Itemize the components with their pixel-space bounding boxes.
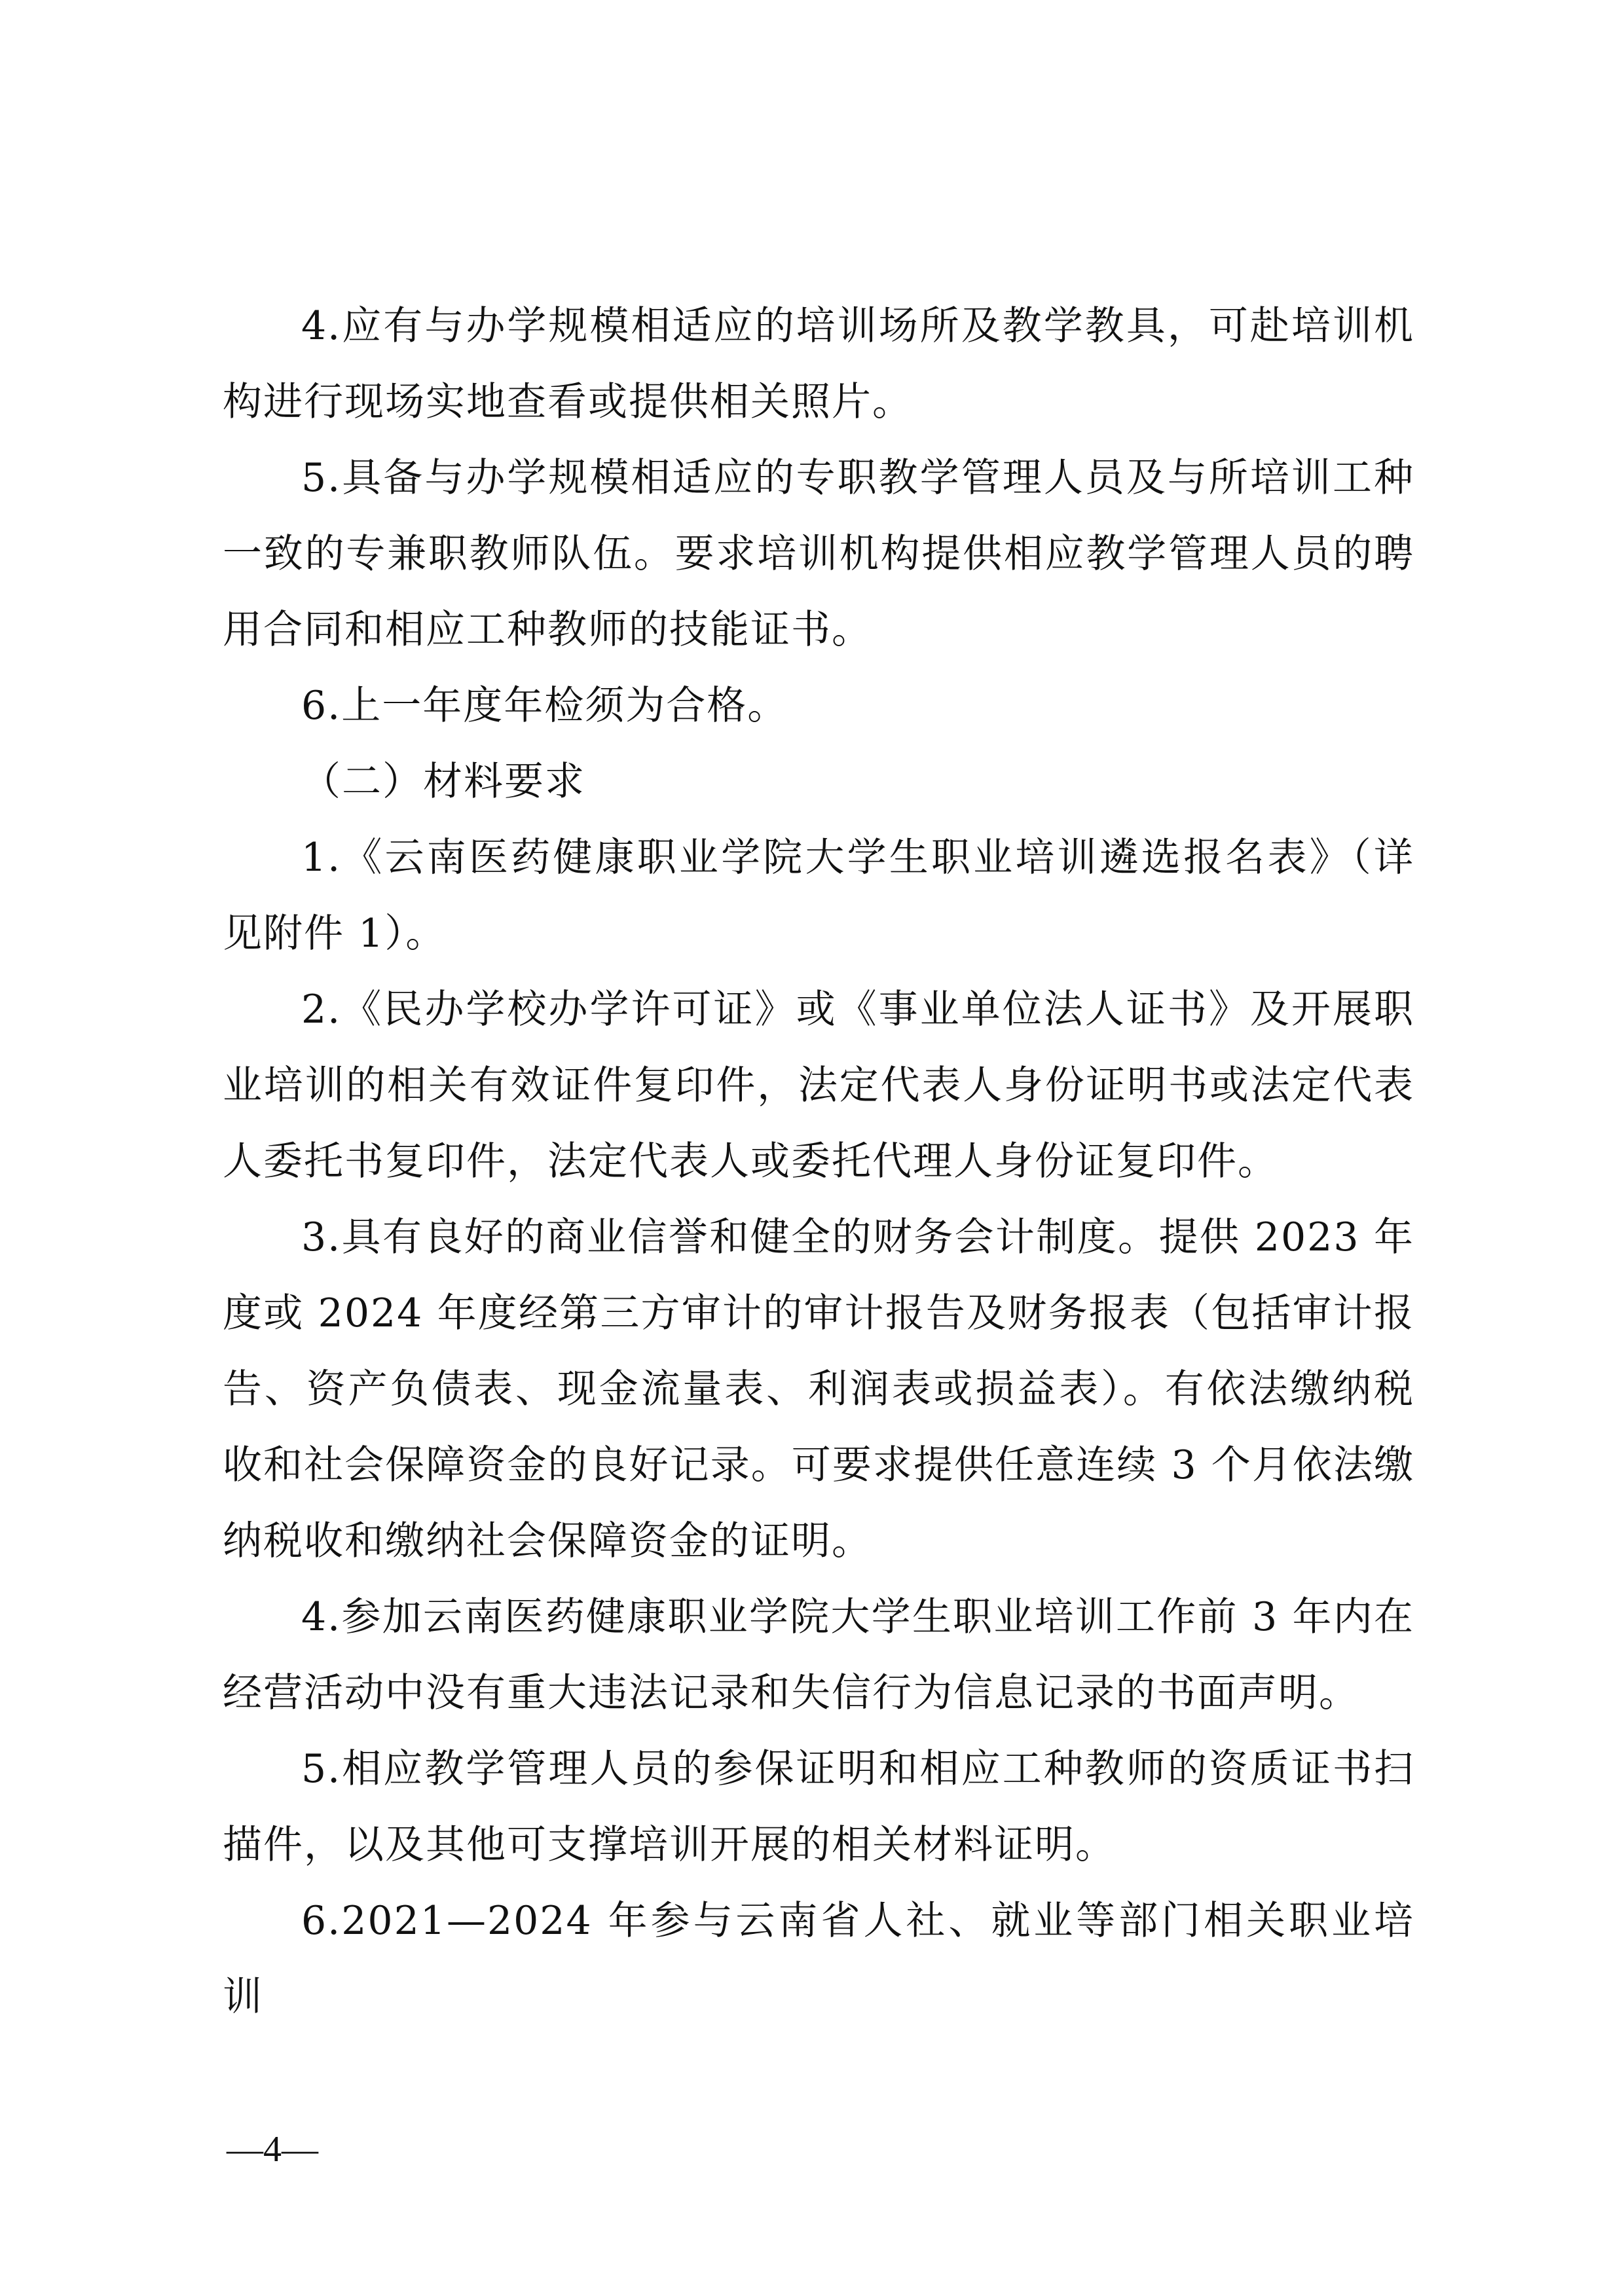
material-paragraph-6: 6.2021—2024 年参与云南省人社、就业等部门相关职业培训 (223, 1898, 1414, 2020)
material-paragraph-5: 5.相应教学管理人员的参保证明和相应工种教师的资质证书扫描件，以及其他可支撑培训开展的相关材料证明。 (223, 1746, 1414, 1868)
requirement-paragraph-4: 4.应有与办学规模相适应的培训场所及教学教具，可赴培训机构进行现场实地查看或提供相关照片。 (223, 303, 1414, 425)
material-paragraph-2: 2.《民办学校办学许可证》或《事业单位法人证书》及开展职业培训的相关有效证件复印件，法定代表人身份证明书或法定代表人委托书复印件，法定代表人或委托代理人身份证复印件。 (223, 987, 1414, 1184)
material-paragraph-1: 1.《云南医药健康职业学院大学生职业培训遴选报名表》（详见附件 1）。 (223, 835, 1414, 957)
material-paragraph-3: 3.具有良好的商业信誉和健全的财务会计制度。提供 2023 年度或 2024 年度经第三方审计的审计报告及财务报表（包括审计报告、资产负债表、现金流量表、利润表或损益表）。有依法缴纳税收和社会保障资金的良好记录。可要求提供任意连续 3 个月依法缴纳税收和缴纳社会保障资金的证明。 (223, 1214, 1414, 1564)
page-number: —4— (227, 2129, 318, 2170)
requirement-paragraph-6: 6.上一年度年检须为合格。 (301, 683, 788, 729)
section-heading-materials: （二）材料要求 (301, 759, 585, 805)
requirement-paragraph-5: 5.具备与办学规模相适应的专职教学管理人员及与所培训工种一致的专兼职教师队伍。要求培训机构提供相应教学管理人员的聘用合同和相应工种教师的技能证书。 (223, 455, 1414, 653)
document-body (223, 288, 1414, 2035)
material-paragraph-4: 4.参加云南医药健康职业学院大学生职业培训工作前 3 年内在经营活动中没有重大违法记录和失信行为信息记录的书面声明。 (223, 1594, 1414, 1716)
